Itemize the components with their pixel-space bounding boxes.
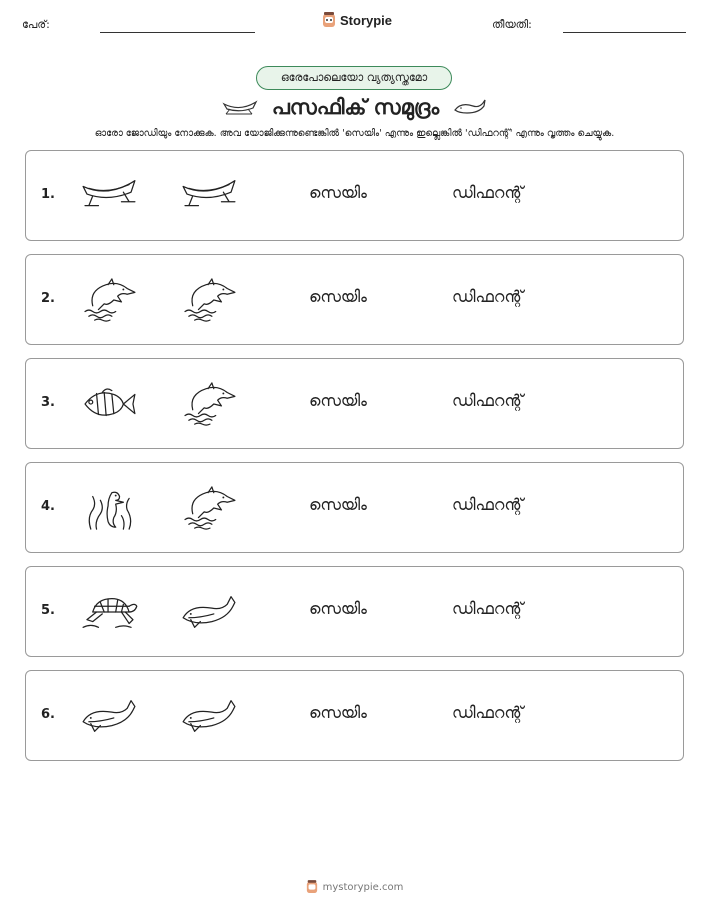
brand-logo <box>322 12 392 28</box>
brand-name: Storypie <box>340 12 393 28</box>
seahorse-icon <box>78 485 140 531</box>
same-option[interactable]: സെയിം <box>309 703 367 722</box>
question-number: 4. <box>41 499 55 514</box>
different-option[interactable]: ഡിഫറന്റ് <box>452 703 524 722</box>
question-row <box>25 358 684 449</box>
dolphin-icon <box>178 485 240 531</box>
different-option[interactable]: ഡിഫറന്റ് <box>452 391 524 410</box>
storypie-mascot-icon <box>306 880 318 894</box>
footer-url[interactable]: mystorypie.com <box>322 881 404 893</box>
dolphin-icon <box>78 277 140 323</box>
whale-icon <box>453 98 487 116</box>
name-line[interactable] <box>100 32 255 33</box>
question-row <box>25 566 684 657</box>
question-row <box>25 462 684 553</box>
canoe-icon <box>78 173 140 219</box>
storypie-mascot-icon <box>322 12 336 28</box>
question-number: 6. <box>41 707 55 722</box>
question-number: 1. <box>41 187 55 202</box>
same-option[interactable]: സെയിം <box>309 183 367 202</box>
whale-icon <box>178 693 240 739</box>
different-option[interactable]: ഡിഫറന്റ് <box>452 495 524 514</box>
page-title: പസഫിക് സമുദ്രം <box>271 94 440 119</box>
footer <box>0 880 709 894</box>
question-row <box>25 150 684 241</box>
question-number: 5. <box>41 603 55 618</box>
question-number: 2. <box>41 291 55 306</box>
date-label: തീയതി: <box>492 18 532 31</box>
date-line[interactable] <box>563 32 686 33</box>
canoe-icon <box>178 173 240 219</box>
different-option[interactable]: ഡിഫറന്റ് <box>452 599 524 618</box>
whale-icon <box>78 693 140 739</box>
dolphin-icon <box>178 277 240 323</box>
name-label: പേര്: <box>22 18 50 31</box>
whale-icon <box>178 589 240 635</box>
fish-icon <box>78 381 140 427</box>
different-option[interactable]: ഡിഫറന്റ് <box>452 183 524 202</box>
dolphin-icon <box>178 381 240 427</box>
instructions: ഓരോ ജോഡിയും നോക്കുക. അവ യോജിക്കുന്നുണ്ടെങ്കിൽ 'സെയിം' എന്നും ഇല്ലെങ്കിൽ 'ഡിഫറന്റ്' എന്നും വൃത്തം ചെയ്യുക. <box>94 128 615 139</box>
canoe-icon <box>222 98 258 116</box>
same-option[interactable]: സെയിം <box>309 495 367 514</box>
different-option[interactable]: ഡിഫറന്റ് <box>452 287 524 306</box>
same-option[interactable]: സെയിം <box>309 599 367 618</box>
question-number: 3. <box>41 395 55 410</box>
question-row <box>25 670 684 761</box>
same-option[interactable]: സെയിം <box>309 287 367 306</box>
question-row <box>25 254 684 345</box>
turtle-icon <box>78 589 140 635</box>
worksheet-type-badge: ഒരേപോലെയോ വ്യത്യസ്തമോ <box>256 66 452 90</box>
same-option[interactable]: സെയിം <box>309 391 367 410</box>
